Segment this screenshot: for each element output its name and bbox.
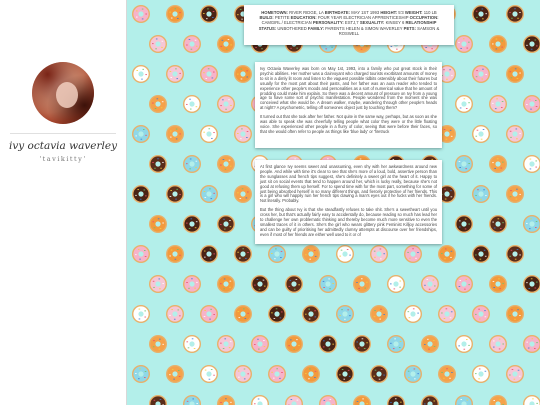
- donut-icon: [370, 305, 388, 323]
- donut-icon: [200, 125, 218, 143]
- donut-icon: [183, 395, 201, 405]
- donut-icon: [506, 365, 524, 383]
- weight-label: WEIGHT:: [404, 10, 423, 15]
- donut-icon: [200, 185, 218, 203]
- donut-icon: [183, 215, 201, 233]
- donut-icon: [200, 365, 218, 383]
- donut-icon: [370, 365, 388, 383]
- story-text: [260, 165, 437, 242]
- donut-icon: [523, 275, 540, 293]
- donut-icon: [353, 275, 371, 293]
- donut-icon: [166, 365, 184, 383]
- donut-icon: [166, 305, 184, 323]
- sexuality-value: KINSEY 6: [385, 20, 405, 26]
- donut-icon: [251, 395, 269, 405]
- donut-icon: [489, 395, 507, 405]
- donut-icon: [353, 395, 371, 405]
- donut-icon: [183, 275, 201, 293]
- donut-icon: [421, 275, 439, 293]
- donut-icon: [132, 65, 150, 83]
- donut-icon: [455, 215, 473, 233]
- education-value: FOUR YEAR ELECTRICIAN APPRENTICESHIP: [317, 15, 409, 21]
- donut-icon: [489, 35, 507, 53]
- donut-icon: [217, 335, 235, 353]
- education-label: EDUCATION:: [290, 15, 317, 21]
- personality-label: PERSONALITY:: [312, 20, 344, 26]
- donut-icon: [183, 335, 201, 353]
- story-card[interactable]: [255, 160, 442, 244]
- donut-icon: [200, 65, 218, 83]
- bio-paragraph-1: Ivy Octavia Waverley was born on May 1st, 1993, into a family who put great stock in their psychic abilities. Her mother was a clairvoyant who charged tourists exorbitant amounts of money to sit in a dimly lit room and listen to the vaguest possible tidbits ostensibly about their futures but usually for the most part about their pasts, and her father was an aura reader who tended to experience other people's moods and personalities as a sort of numerical value that he amount of prodding could make him explain. So there was a decent amount of pressure on Ivy from a young age to have some sort of psychic manifestation. People wondered from the moment she was conceived what she would be. A dream walker, maybe, wandering through other people's heads at night? A psychometric, telling off someones object just by touching them?: [260, 66, 437, 111]
- donut-icon: [489, 215, 507, 233]
- occupation-value: CAMGIRL / ELECTRICIAN: [261, 20, 312, 26]
- donut-icon: [302, 245, 320, 263]
- donut-icon: [319, 275, 337, 293]
- donut-icon: [234, 305, 252, 323]
- donut-icon: [149, 35, 167, 53]
- donut-icon: [149, 95, 167, 113]
- donut-icon: [251, 335, 269, 353]
- donut-icon: [183, 95, 201, 113]
- donut-icon: [132, 365, 150, 383]
- donut-icon: [166, 65, 184, 83]
- donut-icon: [268, 305, 286, 323]
- donut-icon: [200, 5, 218, 23]
- donut-icon: [523, 215, 540, 233]
- donut-icon: [234, 125, 252, 143]
- donut-icon: [506, 245, 524, 263]
- donut-icon: [268, 365, 286, 383]
- blog-name[interactable]: ivy octavia waverley: [8, 140, 118, 152]
- build-value: PETITE: [274, 15, 290, 21]
- donut-icon: [132, 125, 150, 143]
- occupation-label: OCCUPATION:: [409, 15, 439, 21]
- donut-icon: [421, 335, 439, 353]
- story-paragraph-1: At first glance Ivy seems sweet and unassuming, even shy with her awkwardness around new people. And while with time it's clear to see that she's more of a loud, bold, assertive person than the sunglasses and french tips suggest, she's definitely a sweet girl at the heart of it. Happy to just sit on social events that tend to happen around her, which is lucky really, because she's not good at refusing them up herself. For to spend time with for the most part, something for some of just being absorbed herself in so many different things, and fiercely protective of her friends. This is a girl who will happily ruin her french tips clawing a man's eyes out if he fucks with her friends. Not literally. Probably.: [260, 164, 437, 204]
- donut-icon: [149, 395, 167, 405]
- donut-icon: [353, 335, 371, 353]
- donut-icon: [319, 395, 337, 405]
- donut-icon: [489, 275, 507, 293]
- donut-icon: [217, 35, 235, 53]
- donut-icon: [149, 155, 167, 173]
- donut-icon: [523, 155, 540, 173]
- donut-icon: [438, 245, 456, 263]
- pets-value: SAMSON & ROSWELL: [338, 25, 440, 36]
- donut-icon: [472, 185, 490, 203]
- donut-icon: [387, 395, 405, 405]
- donut-icon: [234, 65, 252, 83]
- donut-icon: [523, 395, 540, 405]
- donut-icon: [132, 185, 150, 203]
- donut-icon: [166, 125, 184, 143]
- relationship-value: UNBOTHERED: [277, 25, 307, 31]
- donut-icon: [523, 35, 540, 53]
- donut-icon: [438, 365, 456, 383]
- donut-icon: [166, 5, 184, 23]
- height-label: HEIGHT:: [380, 10, 398, 15]
- donut-icon: [472, 305, 490, 323]
- personality-value: ESTJ,7: [344, 20, 359, 26]
- donut-icon: [472, 65, 490, 83]
- donut-icon: [455, 95, 473, 113]
- relationship-label: RELATIONSHIP STATUS:: [258, 20, 437, 31]
- donut-icon: [404, 245, 422, 263]
- stats-card: [244, 5, 454, 45]
- donut-icon: [302, 365, 320, 383]
- donut-icon: [523, 95, 540, 113]
- donut-icon: [217, 155, 235, 173]
- donut-icon: [404, 365, 422, 383]
- donut-icon: [455, 395, 473, 405]
- donut-icon: [183, 35, 201, 53]
- donut-icon: [404, 305, 422, 323]
- donut-icon: [319, 335, 337, 353]
- donut-icon: [472, 245, 490, 263]
- donut-icon: [285, 275, 303, 293]
- donut-icon: [285, 395, 303, 405]
- donut-icon: [506, 5, 524, 23]
- donut-icon: [336, 305, 354, 323]
- build-label: BUILD:: [259, 15, 274, 21]
- donut-icon: [506, 125, 524, 143]
- donut-icon: [132, 5, 150, 23]
- donut-icon: [251, 275, 269, 293]
- donut-icon: [217, 395, 235, 405]
- donut-icon: [472, 5, 490, 23]
- donut-icon: [285, 335, 303, 353]
- sexuality-label: SEXUALITY:: [359, 20, 385, 26]
- weight-value: 110 LB: [423, 10, 437, 15]
- donut-icon: [387, 335, 405, 353]
- donut-icon: [132, 245, 150, 263]
- donut-icon: [183, 155, 201, 173]
- donut-icon: [489, 155, 507, 173]
- blog-subtitle: 'tavikitty': [39, 155, 87, 163]
- main-content: [127, 0, 540, 405]
- donut-icon: [455, 275, 473, 293]
- donut-icon: [268, 245, 286, 263]
- donut-icon: [489, 95, 507, 113]
- donut-icon: [506, 305, 524, 323]
- donut-icon: [200, 305, 218, 323]
- donut-icon: [302, 305, 320, 323]
- donut-icon: [489, 335, 507, 353]
- birthdate-label: BIRTHDATE:: [324, 10, 351, 15]
- donut-icon: [132, 305, 150, 323]
- sidebar-divider: [10, 133, 116, 134]
- donut-icon: [472, 365, 490, 383]
- donut-icon: [455, 35, 473, 53]
- donut-icon: [149, 215, 167, 233]
- donut-icon: [234, 185, 252, 203]
- donut-icon: [149, 335, 167, 353]
- donut-icon: [523, 335, 540, 353]
- bio-paragraph-2: It turned out that she took after her father. Not quite in the same way, perhaps, but as soon as she was able to speak she was cheerfully telling people what color they were or the little floating voice. She experienced other people in a flurry of color, seeing that were before their faces, so that she would often refer to people as things like 'blue lady' or 'firetruck: [260, 114, 437, 134]
- birthdate-value: MAY 1ST 1993: [351, 10, 380, 15]
- donut-icon: [438, 305, 456, 323]
- donut-icon: [234, 245, 252, 263]
- donut-icon: [455, 335, 473, 353]
- donut-icon: [200, 245, 218, 263]
- stats-text: [256, 10, 442, 36]
- hometown-value: RIVER RIDGE, LA: [289, 10, 324, 15]
- donut-icon: [149, 275, 167, 293]
- sidebar: [0, 0, 127, 405]
- hometown-label: HOMETOWN:: [261, 10, 288, 15]
- donut-icon: [336, 245, 354, 263]
- donut-icon: [370, 245, 388, 263]
- avatar[interactable]: [32, 62, 94, 124]
- bio-text: [260, 67, 437, 139]
- pets-label: PETS:: [403, 25, 416, 31]
- donut-icon: [217, 275, 235, 293]
- donut-icon: [506, 185, 524, 203]
- donut-icon: [506, 65, 524, 83]
- height-value: 5'3: [398, 10, 404, 15]
- donut-icon: [336, 365, 354, 383]
- donut-icon: [217, 95, 235, 113]
- donut-icon: [472, 125, 490, 143]
- avatar-face: [56, 82, 78, 108]
- donut-icon: [455, 155, 473, 173]
- donut-icon: [234, 365, 252, 383]
- family-value: PARENTS HELEN & SIMON WAVERLEY: [325, 25, 403, 31]
- donut-icon: [166, 185, 184, 203]
- donut-icon: [421, 395, 439, 405]
- donut-icon: [217, 215, 235, 233]
- story-paragraph-2: But the thing about Ivy is that she steadfastly refuses to take shit. She's a sweetheart until you cross her, but that's actually fairly easy to accidentally do, because reading so much has lead her to challenge her own problematic thinking and thereby become much more sensitive to even the smallest traces of it in others. She's the girl who wears glittery pink Feminist Killjoy accessories and can be guilty of prioritising her admittedly clumsy attempts at discourse over her friendships, even if most of her friends are either well used to it or of: [260, 207, 437, 237]
- donut-icon: [387, 275, 405, 293]
- bio-card[interactable]: [255, 62, 442, 148]
- donut-icon: [166, 245, 184, 263]
- family-label: FAMILY:: [307, 25, 324, 31]
